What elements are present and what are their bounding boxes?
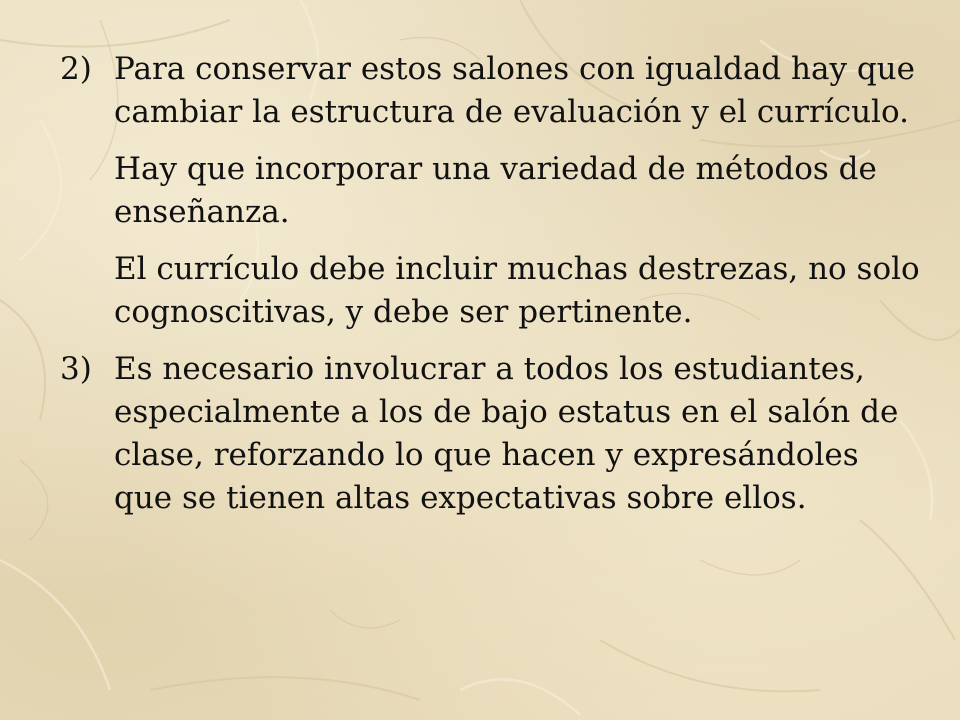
list-item-text: Para conservar estos salones con igualdad hay que cambiar la estructura de evaluación y el currículo.	[114, 51, 915, 130]
list-item-2	[60, 48, 920, 134]
list-item-3	[60, 348, 920, 520]
slide-content	[60, 48, 920, 534]
list-number: 2)	[60, 51, 92, 87]
sub-paragraph-methods: Hay que incorporar una variedad de métodos de enseñanza.	[114, 151, 877, 230]
list-number: 3)	[60, 351, 92, 387]
sub-paragraph-curriculum: El currículo debe incluir muchas destrezas, no solo cognoscitivas, y debe ser pertinente.	[114, 251, 920, 330]
list-item-text: Es necesario involucrar a todos los estudiantes, especialmente a los de bajo estatus en el salón de clase, reforzando lo que hacen y expresándoles que se tienen altas expectativas sobre ellos.	[114, 351, 899, 516]
